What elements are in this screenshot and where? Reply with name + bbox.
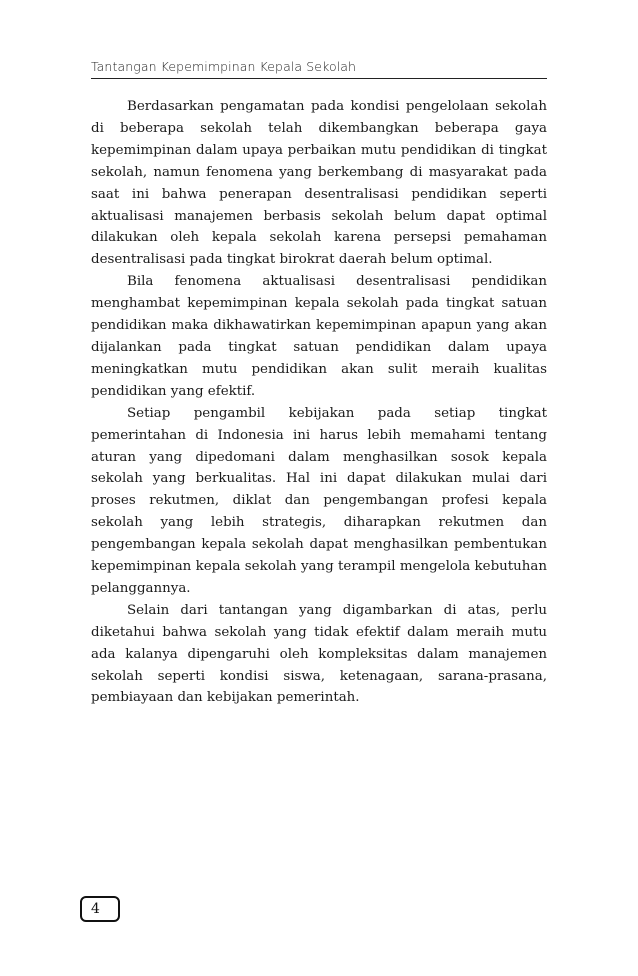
body-text <box>91 96 547 709</box>
page-number-box <box>80 896 120 922</box>
page-number: 4 <box>91 901 100 917</box>
running-header <box>91 58 547 79</box>
paragraph: Berdasarkan pengamatan pada kondisi pengelolaan sekolah di beberapa sekolah telah dikembangkan beberapa gaya kepemimpinan dalam upaya perbaikan mutu pendidikan di tingkat sekolah, namun fenomena yang berkembang di masyarakat pada saat ini bahwa penerapan desentralisasi pendidikan seperti aktualisasi manajemen berbasis sekolah belum dapat optimal dilakukan oleh kepala sekolah karena persepsi pemahaman desentralisasi pada tingkat birokrat daerah belum optimal. <box>91 99 547 268</box>
paragraph: Setiap pengambil kebijakan pada setiap tingkat pemerintahan di Indonesia ini harus lebih memahami tentang aturan yang dipedomani dalam menghasilkan sosok kepala sekolah yang berkualitas. Hal ini dapat dilakukan mulai dari proses rekutmen, diklat dan pengembangan profesi kepala sekolah yang lebih strategis, diharapkan rekutmen dan pengembangan kepala sekolah dapat menghasilkan pembentukan kepemimpinan kepala sekolah yang terampil mengelola kebutuhan pelanggannya. <box>91 405 547 596</box>
running-header-title: Tantangan Kepemimpinan Kepala Sekolah <box>91 59 357 74</box>
paragraph: Bila fenomena aktualisasi desentralisasi pendidikan menghambat kepemimpinan kepala sekolah pada tingkat satuan pendidikan maka dikhawatirkan kepemimpinan apapun yang akan dijalankan pada tingkat satuan pendidikan dalam upaya meningkatkan mutu pendidikan akan sulit meraih kualitas pendidikan yang efektif. <box>91 274 547 399</box>
paragraph: Selain dari tantangan yang digambarkan di atas, perlu diketahui bahwa sekolah yang tidak efektif dalam meraih mutu ada kalanya dipengaruhi oleh kompleksitas dalam manajemen sekolah seperti kondisi siswa, ketenagaan, sarana-prasana, pembiayaan dan kebijakan pemerintah. <box>91 602 547 706</box>
